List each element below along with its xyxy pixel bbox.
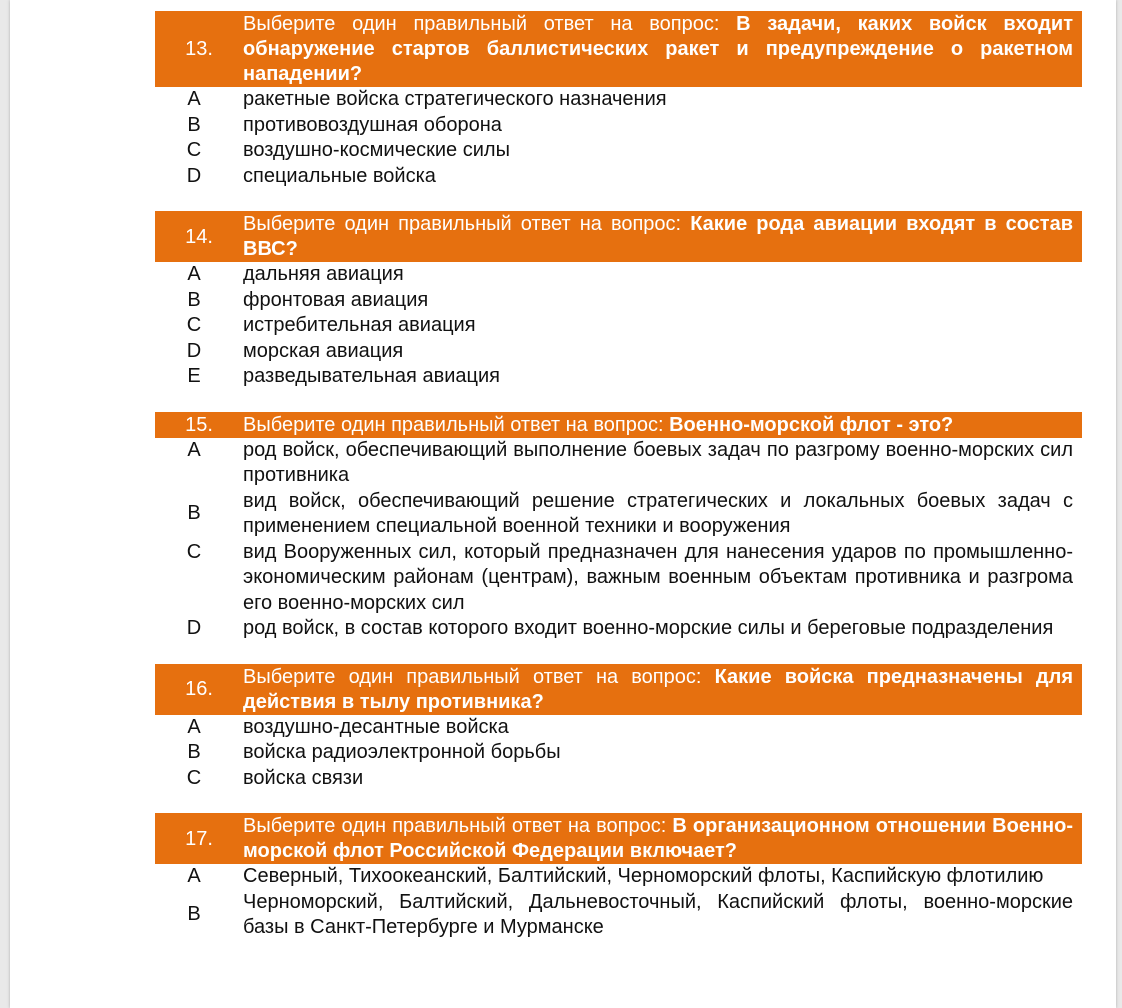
answer-text: специальные войска: [243, 164, 436, 187]
question-block: [155, 11, 1082, 189]
question-number: 14.: [185, 225, 213, 248]
question-block: [155, 211, 1082, 390]
question-prompt: Выберите один правильный ответ на вопрос:: [243, 815, 673, 837]
question-body: В задачи, каких войск входит обнаружение стартов баллистических ракет и предупреждение о ракетном нападении?: [243, 13, 1073, 85]
answer-option[interactable]: [155, 616, 1082, 642]
answer-option[interactable]: [155, 164, 1082, 190]
answer-text: воздушно-космические силы: [243, 139, 510, 161]
question-prompt: Выберите один правильный ответ на вопрос:: [243, 13, 737, 35]
question-body: Какие рода авиации входят в состав ВВС?: [243, 213, 1074, 260]
question-block: [155, 412, 1082, 642]
question-header: [155, 11, 1082, 87]
answer-text: род войск, обеспечивающий выполнение боевых задач по разгрому военно-морских сил противника: [243, 438, 1073, 486]
answer-option[interactable]: [155, 339, 1082, 365]
question-header: [155, 211, 1082, 262]
answer-option[interactable]: [155, 864, 1082, 890]
answer-option[interactable]: [155, 138, 1082, 164]
question-block: [155, 813, 1082, 941]
answer-text: ракетные войска стратегического назначения: [243, 88, 667, 110]
answer-text: разведывательная авиация: [243, 365, 500, 387]
answer-option[interactable]: [155, 715, 1082, 741]
answer-text: Черноморский, Балтийский, Дальневосточный, Каспийский флоты, военно-морские базы в Санкт-Петербурге и Мурманске: [243, 890, 1073, 938]
answer-option[interactable]: [155, 113, 1082, 139]
answer-option[interactable]: [155, 890, 1082, 941]
answer-letter: A: [187, 715, 201, 738]
question-text: [243, 665, 1082, 715]
question-body: Военно-морской флот - это?: [669, 413, 954, 436]
answer-letter: C: [186, 540, 202, 563]
question-header: [155, 664, 1082, 715]
answer-text: воздушно-десантные войска: [243, 715, 509, 738]
answer-text: фронтовая авиация: [243, 288, 429, 311]
answer-letter: A: [187, 263, 201, 285]
question-body: В организационном отношении Военно-морской флот Российской Федерации включает?: [243, 815, 1074, 862]
answer-option[interactable]: [155, 288, 1082, 314]
answer-option[interactable]: [155, 438, 1082, 489]
answer-text: войска радиоэлектронной борьбы: [243, 741, 561, 763]
answer-letter: D: [186, 164, 202, 187]
answer-letter: C: [186, 766, 202, 789]
answer-option[interactable]: [155, 740, 1082, 766]
answer-option[interactable]: [155, 87, 1082, 113]
answer-letter: B: [187, 113, 201, 136]
answer-text: дальняя авиация: [243, 263, 404, 285]
question-prompt: Выберите один правильный ответ на вопрос:: [243, 413, 670, 436]
answer-text: род войск, в состав которого входит военно-морские силы и береговые подразделения: [243, 617, 1054, 639]
question-number: 16.: [185, 678, 213, 700]
question-number: 15.: [185, 413, 213, 436]
question-text: [243, 814, 1082, 864]
question-text: [243, 212, 1082, 262]
answer-option[interactable]: [155, 313, 1082, 339]
answer-text: морская авиация: [243, 339, 404, 362]
answer-letter: B: [187, 903, 201, 926]
answer-letter: D: [186, 339, 202, 362]
question-body: Какие войска предназначены для действия в тылу противника?: [243, 665, 1073, 713]
answer-option[interactable]: [155, 489, 1082, 540]
question-number: 13.: [185, 38, 213, 60]
answer-option[interactable]: [155, 766, 1082, 792]
answer-option[interactable]: [155, 262, 1082, 288]
answer-text: вид Вооруженных сил, который предназначен для нанесения ударов по промышленно-экономическим районам (центрам), важным военным объектам противника и разгрома его военно-морских сил: [243, 540, 1073, 614]
answer-letter: C: [186, 139, 202, 161]
answer-letter: B: [187, 502, 201, 525]
answer-text: войска связи: [243, 766, 364, 789]
answer-letter: E: [187, 365, 201, 387]
document-page: [10, 0, 1116, 1008]
answer-letter: A: [187, 865, 201, 887]
answer-letter: B: [187, 741, 201, 763]
question-number: 17.: [185, 827, 213, 850]
answer-option[interactable]: [155, 540, 1082, 617]
answer-text: противовоздушная оборона: [243, 113, 502, 136]
answer-option[interactable]: [155, 364, 1082, 390]
question-prompt: Выберите один правильный ответ на вопрос:: [243, 213, 691, 235]
answer-text: Северный, Тихоокеанский, Балтийский, Черноморский флоты, Каспийскую флотилию: [243, 865, 1044, 887]
question-text: [243, 12, 1082, 87]
question-prompt: Выберите один правильный ответ на вопрос:: [243, 665, 715, 688]
answer-text: истребительная авиация: [243, 314, 476, 336]
question-block: [155, 664, 1082, 792]
answer-text: вид войск, обеспечивающий решение стратегических и локальных боевых задач с применением специальной военной техники и вооружения: [243, 489, 1073, 537]
question-header: [155, 813, 1082, 864]
question-text: [243, 413, 1082, 438]
answer-letter: D: [186, 617, 202, 639]
question-list: [155, 11, 1082, 963]
question-header: [155, 412, 1082, 438]
answer-letter: B: [187, 288, 201, 311]
answer-letter: A: [187, 88, 201, 110]
answer-letter: A: [187, 438, 201, 461]
answer-letter: C: [186, 314, 202, 336]
